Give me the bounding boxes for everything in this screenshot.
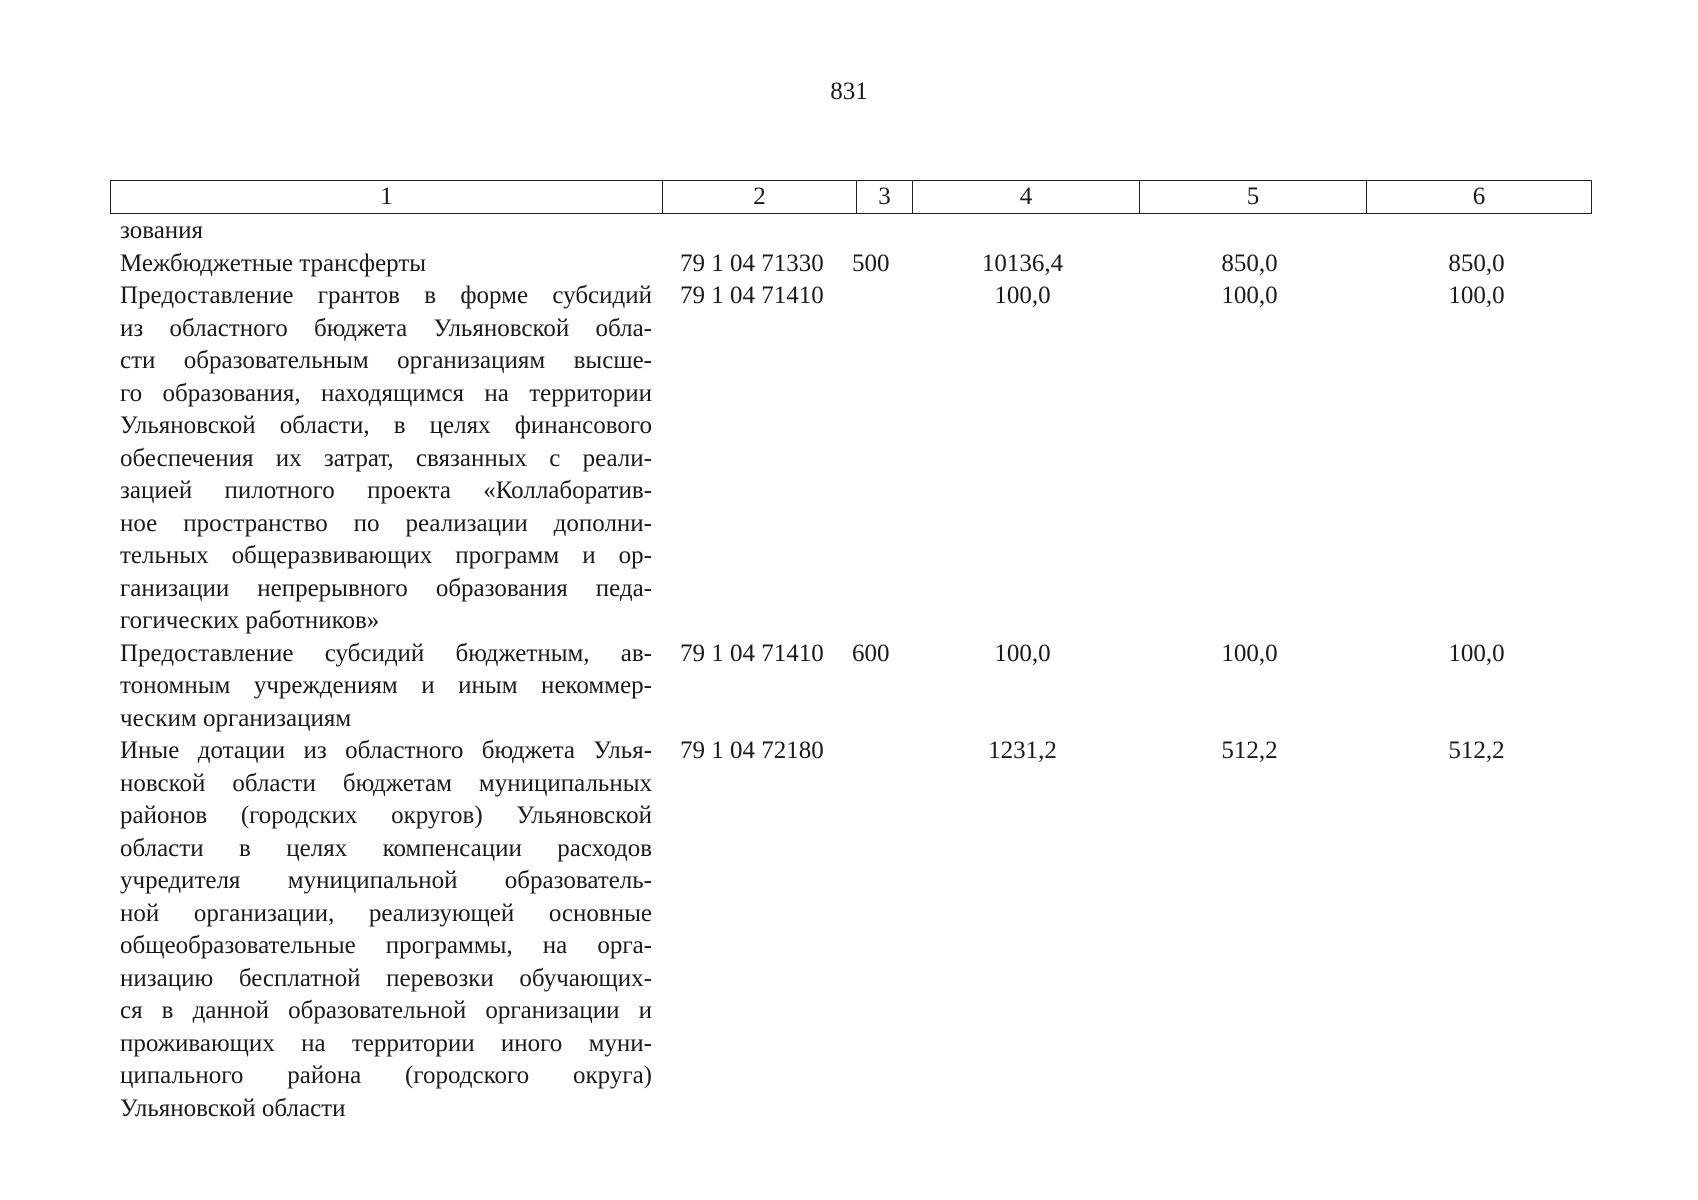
header-col-5: 5: [1140, 181, 1367, 213]
row-code: 79 1 04 71330: [680, 249, 824, 277]
row-value-col5: 100,0: [1221, 639, 1278, 667]
description-line: ное пространство по реализации дополни-: [120, 509, 652, 537]
description-line: общеобразовательные программы, на орга-: [120, 932, 652, 959]
description-line: Иные дотации из областного бюджета Улья-: [120, 737, 652, 764]
description-line: Межбюджетные трансферты: [120, 249, 427, 277]
row-value-col5: [1121, 215, 1348, 248]
description-line: Ульяновской области: [120, 1094, 346, 1122]
description-line: ся в данной образовательной организации и: [120, 997, 652, 1024]
header-col-3: 3: [857, 181, 913, 213]
header-col-6: 6: [1472, 183, 1486, 210]
row-value-col4: 10136,4: [981, 249, 1064, 277]
description-line: ганизации непрерывного образования педа-: [120, 574, 652, 602]
description-line: из областного бюджета Ульяновской обла-: [120, 314, 652, 342]
description-line: проживающих на территории иного муни-: [120, 1029, 652, 1057]
row-description: [120, 735, 652, 1125]
row-value-col4: 1231,2: [988, 737, 1057, 764]
row-value-col6: 850,0: [1448, 249, 1505, 277]
row-value-col4: 100,0: [994, 282, 1051, 309]
description-line: Предоставление грантов в форме субсидий: [120, 282, 652, 309]
description-line: ципального района (городского округа): [120, 1062, 652, 1089]
page-number: 831: [830, 78, 868, 105]
row-expense-type: 500: [852, 249, 890, 277]
row-value-col4: [894, 215, 1121, 248]
description-line: Ульяновской области, в целях финансового: [120, 412, 652, 439]
row-value-col6: 100,0: [1448, 639, 1505, 667]
description-line: районов (городских округов) Ульяновской: [120, 802, 652, 829]
row-value-col5: 512,2: [1221, 737, 1278, 764]
row-value-col6: [1348, 215, 1575, 248]
row-description: [120, 280, 652, 638]
description-line: обеспечения их затрат, связанных с реали-: [120, 444, 652, 472]
row-expense-type: [838, 280, 894, 638]
description-line: низацию бесплатной перевозки обучающих-: [120, 964, 652, 992]
row-expense-type: 600: [852, 639, 890, 667]
table-row: [120, 735, 1592, 1125]
description-line: Предоставление субсидий бюджетным, ав-: [120, 639, 652, 667]
header-col-4: 4: [913, 181, 1140, 213]
table-body: [120, 215, 1592, 1125]
row-description: [120, 638, 652, 736]
row-code: 79 1 04 71410: [680, 639, 824, 667]
description-line: сти образовательным организациям высше-: [120, 347, 652, 374]
description-line: учредителя муниципальной образователь-: [120, 867, 652, 894]
row-value-col4: 100,0: [994, 639, 1051, 667]
row-description: [120, 215, 652, 248]
row-value-col6: 512,2: [1448, 737, 1505, 764]
table-row: [120, 638, 1592, 736]
table-row: [120, 280, 1592, 638]
row-code: 79 1 04 71410: [680, 282, 824, 309]
description-line: ческим организациям: [120, 704, 352, 732]
row-expense-type: [838, 735, 894, 1125]
description-line: ной организации, реализующей основные: [120, 899, 652, 927]
row-code: 79 1 04 72180: [680, 737, 824, 764]
description-line: го образования, находящимся на территории: [120, 379, 652, 407]
row-description: [120, 248, 652, 281]
header-col-2: 2: [663, 181, 857, 213]
row-code: [652, 215, 838, 248]
row-value-col6: 100,0: [1448, 282, 1505, 309]
table-header: [110, 180, 1592, 214]
description-line: новской области бюджетам муниципальных: [120, 769, 652, 797]
description-line: зования: [120, 217, 204, 244]
description-line: области в целях компенсации расходов: [120, 834, 652, 862]
description-line: тельных общеразвивающих программ и ор-: [120, 542, 652, 569]
table-row: [120, 248, 1592, 281]
row-value-col5: 850,0: [1221, 249, 1278, 277]
description-line: зацией пилотного проекта «Коллаборатив-: [120, 477, 652, 504]
row-value-col5: 100,0: [1221, 282, 1278, 309]
description-line: гогических работников»: [120, 607, 380, 634]
table-row: [120, 215, 1592, 248]
header-col-1: 1: [111, 181, 663, 213]
description-line: тономным учреждениям и иным некоммер-: [120, 672, 652, 699]
row-expense-type: [838, 215, 894, 248]
